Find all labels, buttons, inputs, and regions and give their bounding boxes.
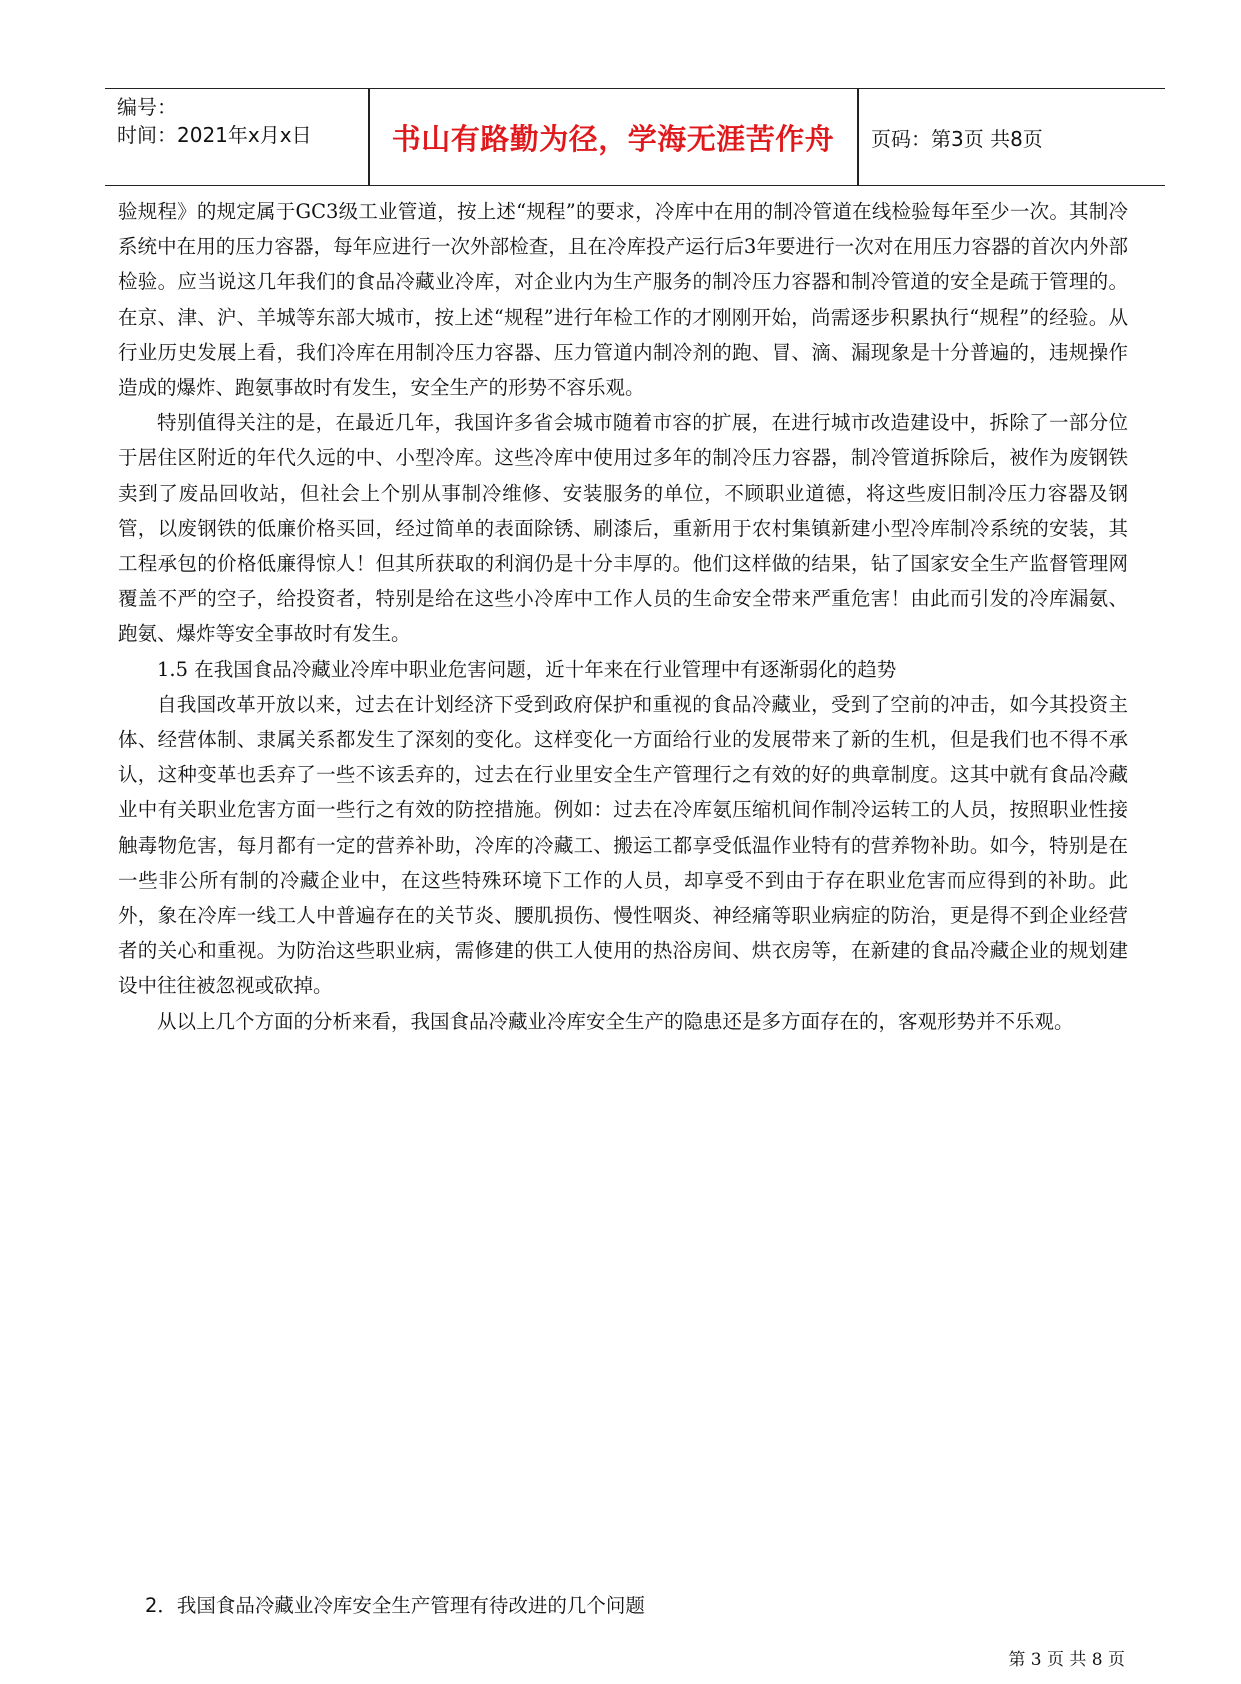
document-date-label: 时间：2021年x月x日 [117, 123, 312, 147]
document-number-label: 编号： [117, 95, 177, 119]
subsection-heading: 1.5 在我国食品冷藏业冷库中职业危害问题，近十年来在行业管理中有逐渐弱化的趋势 [157, 657, 897, 681]
header-motto: 书山有路勤为径，学海无涯苦作舟 [391, 121, 835, 156]
header-page-label: 页码：第3页 共8页 [871, 126, 1043, 151]
paragraph: 从以上几个方面的分析来看，我国食品冷藏业冷库安全生产的隐患还是多方面存在的，客观形势并不乐观。 [157, 1009, 1074, 1033]
header-meta [117, 93, 367, 149]
header-divider-right [857, 89, 859, 185]
paragraph: 特别值得关注的是，在最近几年，我国许多省会城市随着市容的扩展，在进行城市改造建设中，拆除了一部分位于居住区附近的年代久远的中、小型冷库。这些冷库中使用过多年的制冷压力容器，制冷管道拆除后，被作为废钢铁卖到了废品回收站，但社会上个别从事制冷维修、安装服务的单位，不顾职业道德，将这些废旧制冷压力容器及钢管，以废钢铁的低廉价格买回，经过简单的表面除锈、刷漆后，重新用于农村集镇新建小型冷库制冷系统的安装，其工程承包的价格低廉得惊人！但其所获取的利润仍是十分丰厚的。他们这样做的结果，钻了国家安全生产监督管理网覆盖不严的空子，给投资者，特别是给在这些小冷库中工作人员的生命安全带来严重危害！由此而引发的冷库漏氨、跑氨、爆炸等安全事故时有发生。 [118, 411, 1128, 646]
paragraph-continuation: 验规程》的规定属于GC3级工业管道，按上述“规程”的要求，冷库中在用的制冷管道在线检验每年至少一次。其制冷系统中在用的压力容器，每年应进行一次外部检查，且在冷库投产运行后3年要进行一次对在用压力容器的首次内外部检验。应当说这几年我们的食品冷藏业冷库，对企业内为生产服务的制冷压力容器和制冷管道的安全是疏于管理的。在京、津、沪、羊城等东部大城市，按上述“规程”进行年检工作的才刚刚开始，尚需逐步积累执行“规程”的经验。从行业历史发展上看，我们冷库在用制冷压力容器、压力管道内制冷剂的跑、冒、滴、漏现象是十分普遍的，违规操作造成的爆炸、跑氨事故时有发生，安全生产的形势不容乐观。 [118, 200, 1128, 400]
page-footer: 第 3 页 共 8 页 [1008, 1650, 1125, 1670]
paragraph: 自我国改革开放以来，过去在计划经济下受到政府保护和重视的食品冷藏业，受到了空前的冲击，如今其投资主体、经营体制、隶属关系都发生了深刻的变化。这样变化一方面给行业的发展带来了新的生机，但是我们也不得不承认，这种变革也丢弃了一些不该丢弃的，过去在行业里安全生产管理行之有效的好的典章制度。这其中就有食品冷藏业中有关职业危害方面一些行之有效的防控措施。例如：过去在冷库氨压缩机间作制冷运转工的人员，按照职业性接触毒物危害，每月都有一定的营养补助，冷库的冷藏工、搬运工都享受低温作业特有的营养物补助。如今，特别是在一些非公所有制的冷藏企业中，在这些特殊环境下工作的人员，却享受不到由于存在职业危害而应得到的补助。此外，象在冷库一线工人中普遍存在的关节炎、腰肌损伤、慢性咽炎、神经痛等职业病症的防治，更是得不到企业经营者的关心和重视。为防治这些职业病，需修建的供工人使用的热浴房间、烘衣房等，在新建的食品冷藏企业的规划建设中往往被忽视或砍掉。 [118, 692, 1128, 998]
section-heading: 2．我国食品冷藏业冷库安全生产管理有待改进的几个问题 [145, 1594, 645, 1617]
document-body [118, 194, 1128, 1039]
page-header [105, 88, 1165, 186]
